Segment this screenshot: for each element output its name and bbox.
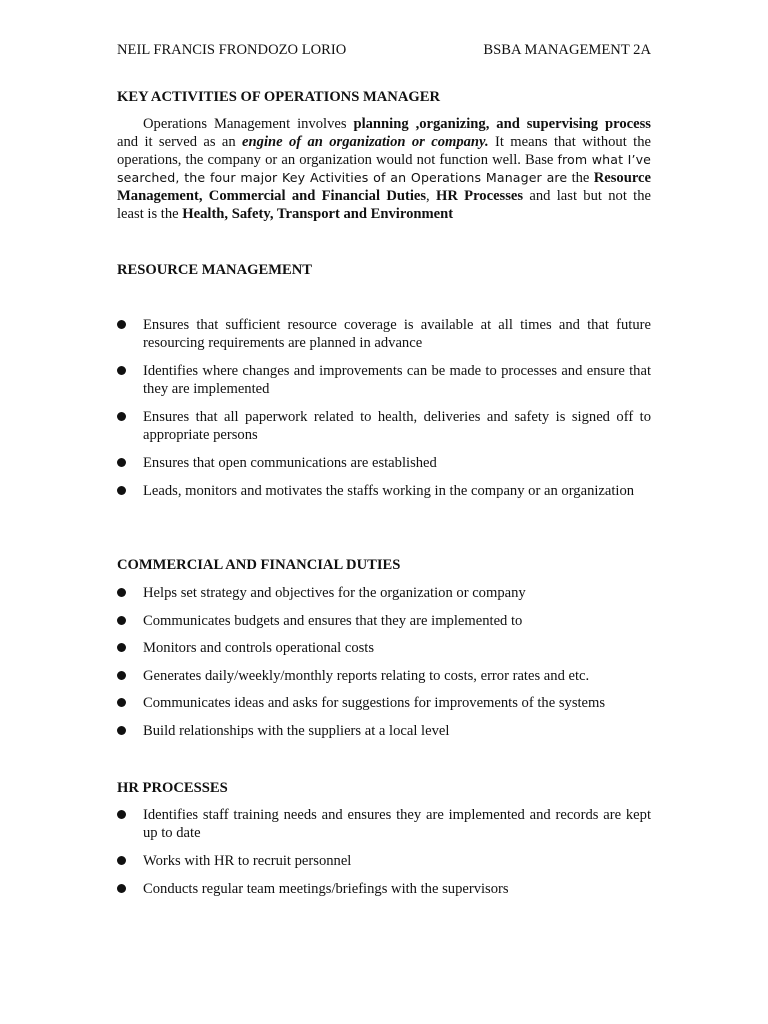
bullet-icon xyxy=(117,320,126,329)
list-item xyxy=(117,806,651,842)
list-item-text: Works with HR to recruit personnel xyxy=(143,853,352,869)
list-item xyxy=(117,362,651,398)
list-item xyxy=(117,408,651,444)
list-item-text: Identifies staff training needs and ensures they are implemented and records are kept up to date xyxy=(143,807,651,841)
intro-text: and last but not the least is the xyxy=(117,188,651,222)
section-heading-hr-processes: HR PROCESSES xyxy=(117,780,228,796)
list-item-text: Ensures that sufficient resource coverage is available at all times and that future resourcing requirements are planned in advance xyxy=(143,317,651,351)
list-item xyxy=(117,852,651,870)
list-item-text: Ensures that all paperwork related to health, deliveries and safety is signed off to appropriate persons xyxy=(143,409,651,443)
list-item xyxy=(117,667,651,685)
section-heading-resource-management: RESOURCE MANAGEMENT xyxy=(117,262,312,278)
list-item-text: Monitors and controls operational costs xyxy=(143,640,375,657)
intro-text: Operations Management involves xyxy=(143,116,354,132)
bullet-icon xyxy=(117,726,126,735)
list-item xyxy=(117,482,651,500)
bullet-icon xyxy=(117,810,126,819)
list-item xyxy=(117,639,651,657)
hr-processes-list xyxy=(117,806,651,898)
bullet-icon xyxy=(117,616,126,625)
list-item-text: Build relationships with the suppliers at a local level xyxy=(143,722,450,739)
bullet-icon xyxy=(117,366,126,375)
commercial-financial-list xyxy=(117,584,651,740)
list-item xyxy=(117,316,651,352)
list-item-text: Generates daily/weekly/monthly reports relating to costs, error rates and etc. xyxy=(143,667,590,684)
bullet-icon xyxy=(117,856,126,865)
list-item xyxy=(117,612,651,630)
list-item-text: Leads, monitors and motivates the staffs working in the company or an organization xyxy=(143,483,635,499)
bullet-icon xyxy=(117,486,126,495)
bullet-icon xyxy=(117,412,126,421)
list-item xyxy=(117,584,651,602)
intro-bold-text: planning ,organizing, and supervising process xyxy=(353,116,651,132)
intro-text: , xyxy=(426,188,436,204)
intro-bold-text: HR Processes xyxy=(436,188,524,204)
intro-text: the xyxy=(567,170,594,186)
list-item xyxy=(117,880,651,898)
list-item-text: Communicates ideas and asks for suggestions for improvements of the systems xyxy=(143,695,606,712)
intro-text: It means that without the operations, the company or an organization would not function well. Base xyxy=(117,134,651,168)
list-item-text: Helps set strategy and objectives for the organization or company xyxy=(143,585,526,601)
intro-bold-text: Resource Management, Commercial and Financial Duties xyxy=(117,170,651,204)
bullet-icon xyxy=(117,588,126,597)
list-item-text: Communicates budgets and ensures that they are implemented to xyxy=(143,612,523,629)
section-heading-commercial-financial: COMMERCIAL AND FINANCIAL DUTIES xyxy=(117,557,401,573)
intro-paragraph xyxy=(117,115,651,223)
list-item xyxy=(117,454,651,472)
bullet-icon xyxy=(117,884,126,893)
list-item xyxy=(117,694,651,712)
resource-management-list xyxy=(117,316,651,500)
bullet-icon xyxy=(117,458,126,467)
intro-bold-text: Health, Safety, Transport and Environment xyxy=(182,206,454,222)
list-item-text: Ensures that open communications are established xyxy=(143,455,437,471)
bullet-icon xyxy=(117,671,126,680)
list-item-text: Identifies where changes and improvements can be made to processes and ensure that they are implemented xyxy=(143,363,651,397)
author-name: NEIL FRANCIS FRONDOZO LORIO xyxy=(117,42,347,58)
intro-text: and it served as an xyxy=(117,134,243,150)
bullet-icon xyxy=(117,698,126,707)
document-title: KEY ACTIVITIES OF OPERATIONS MANAGER xyxy=(117,89,440,105)
course-label: BSBA MANAGEMENT 2A xyxy=(483,42,651,58)
page-header xyxy=(117,41,651,59)
bullet-icon xyxy=(117,643,126,652)
list-item-text: Conducts regular team meetings/briefings with the supervisors xyxy=(143,881,509,897)
intro-pasted-text: from what I’ve searched, the four major Key Activities of an Operations Manager are xyxy=(117,152,651,185)
intro-bold-italic-text: engine of an organization or company. xyxy=(242,134,489,150)
list-item xyxy=(117,722,651,740)
